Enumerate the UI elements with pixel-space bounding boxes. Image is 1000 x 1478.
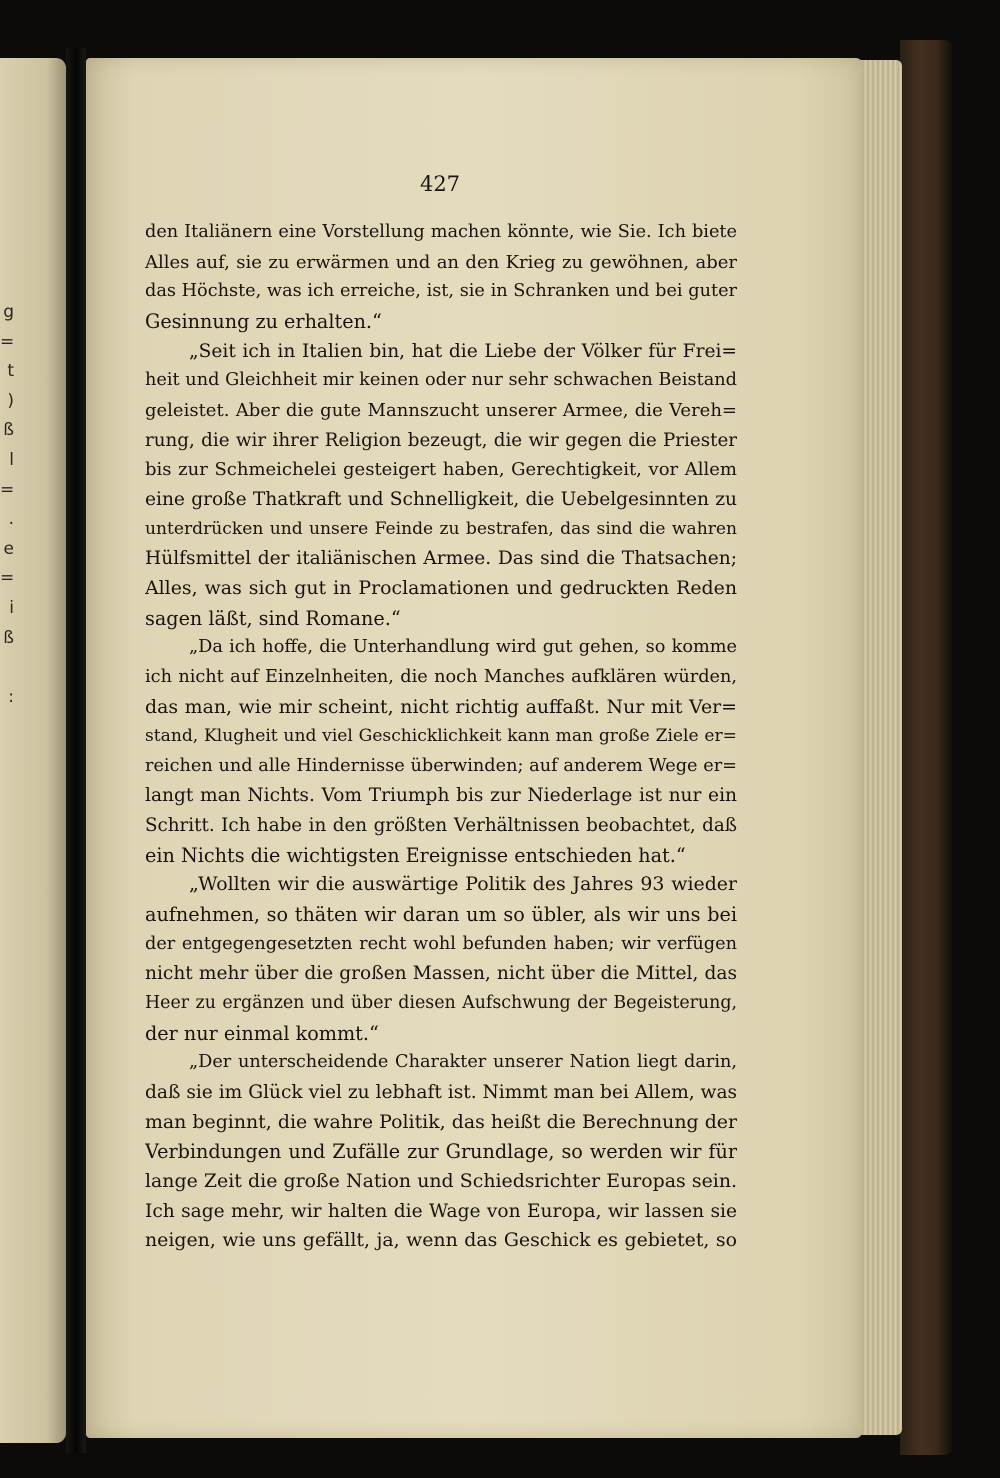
- left-page-fragment: i: [9, 597, 14, 618]
- left-page-fragment: l: [9, 449, 14, 470]
- left-page-fragment: =: [0, 568, 15, 589]
- text-line: ein Nichts die wichtigsten Ereignisse entschieden hat.“: [145, 843, 686, 867]
- left-page-fragment: ): [7, 390, 14, 411]
- left-page-fragment: =: [0, 479, 15, 500]
- text-line: Hülfsmittel der italiänischen Armee. Das sind die Thatsachen;: [145, 548, 737, 570]
- left-page-fragment: t: [7, 361, 14, 382]
- text-line: den Italiänern eine Vorstellung machen könnte, wie Sie. Ich biete: [145, 222, 737, 242]
- text-line: der nur einmal kommt.“: [145, 1021, 379, 1045]
- text-line: bis zur Schmeichelei gesteigert haben, Gerechtigkeit, vor Allem: [145, 459, 737, 481]
- text-line: geleistet. Aber die gute Mannszucht unserer Armee, die Vereh=: [145, 399, 737, 421]
- text-line: „Da ich hoffe, die Unterhandlung wird gut gehen, so komme: [189, 637, 737, 658]
- text-line: Heer zu ergänzen und über diesen Aufschwung der Begeisterung,: [145, 993, 737, 1014]
- text-line: „Wollten wir die auswärtige Politik des Jahres 93 wieder: [189, 873, 737, 896]
- text-line: aufnehmen, so thäten wir daran um so übler, als wir uns bei: [145, 903, 737, 927]
- text-line: „Der unterscheidende Charakter unserer Nation liegt darin,: [189, 1052, 737, 1073]
- text-line: neigen, wie uns gefällt, ja, wenn das Geschick es gebietet, so: [145, 1229, 737, 1252]
- text-line: das Höchste, was ich erreiche, ist, sie in Schranken und bei guter: [145, 281, 737, 302]
- left-page-fragment: :: [8, 686, 14, 707]
- left-page-fragment: [0, 653, 14, 683]
- left-page-fragment: .: [8, 509, 14, 530]
- text-line: daß sie im Glück viel zu lebhaft ist. Nimmt man bei Allem, was: [145, 1082, 737, 1104]
- text-line: Alles auf, sie zu erwärmen und an den Krieg zu gewöhnen, aber: [145, 251, 737, 273]
- page-stack-edges: [860, 60, 902, 1435]
- text-line: der entgegengesetzten recht wohl befunden haben; wir verfügen: [145, 933, 737, 954]
- facing-left-page: [0, 58, 66, 1443]
- text-line: stand, Klugheit und viel Geschicklichkeit kann man große Ziele er=: [145, 726, 737, 747]
- text-line: reichen und alle Hindernisse überwinden; auf anderem Wege er=: [145, 755, 737, 776]
- text-line: Ich sage mehr, wir halten die Wage von Europa, wir lassen sie: [145, 1200, 737, 1222]
- text-line: eine große Thatkraft und Schnelligkeit, die Uebelgesinnten zu: [145, 488, 737, 510]
- text-line: Gesinnung zu erhalten.“: [145, 309, 382, 333]
- text-line: ich nicht auf Einzelnheiten, die noch Manches aufklären würden,: [145, 666, 737, 687]
- body-text: [145, 218, 737, 1256]
- book-gutter: [66, 48, 86, 1453]
- text-line: lange Zeit die große Nation und Schiedsrichter Europas sein.: [145, 1170, 737, 1192]
- text-line: „Seit ich in Italien bin, hat die Liebe der Völker für Frei=: [189, 340, 737, 362]
- text-line: Verbindungen und Zufälle zur Grundlage, so werden wir für: [145, 1140, 737, 1164]
- book-cover-edge: [900, 40, 952, 1455]
- text-line: langt man Nichts. Vom Triumph bis zur Niederlage ist nur ein: [145, 785, 737, 807]
- text-line: nicht mehr über die großen Massen, nicht über die Mittel, das: [145, 963, 737, 985]
- text-line: Schritt. Ich habe in den größten Verhältnissen beobachtet, daß: [145, 815, 737, 837]
- page-number: 427: [419, 172, 461, 196]
- text-line: sagen läßt, sind Romane.“: [145, 606, 401, 630]
- text-line: heit und Gleichheit mir keinen oder nur sehr schwachen Beistand: [145, 370, 737, 391]
- left-page-fragment: =: [0, 331, 15, 352]
- left-page-text-fragments: [0, 298, 14, 712]
- text-line: Alles, was sich gut in Proclamationen und gedruckten Reden: [145, 576, 737, 599]
- left-page-fragment: g: [3, 302, 14, 322]
- left-page-fragment: ß: [3, 627, 14, 648]
- left-page-fragment: e: [3, 538, 14, 559]
- text-line: man beginnt, die wahre Politik, das heißt die Berechnung der: [145, 1110, 737, 1133]
- text-line: unterdrücken und unsere Feinde zu bestrafen, das sind die wahren: [145, 518, 737, 539]
- text-line: rung, die wir ihrer Religion bezeugt, die wir gegen die Priester: [145, 429, 737, 451]
- left-page-fragment: ß: [3, 420, 14, 441]
- text-line: das man, wie mir scheint, nicht richtig auffaßt. Nur mit Ver=: [145, 695, 737, 718]
